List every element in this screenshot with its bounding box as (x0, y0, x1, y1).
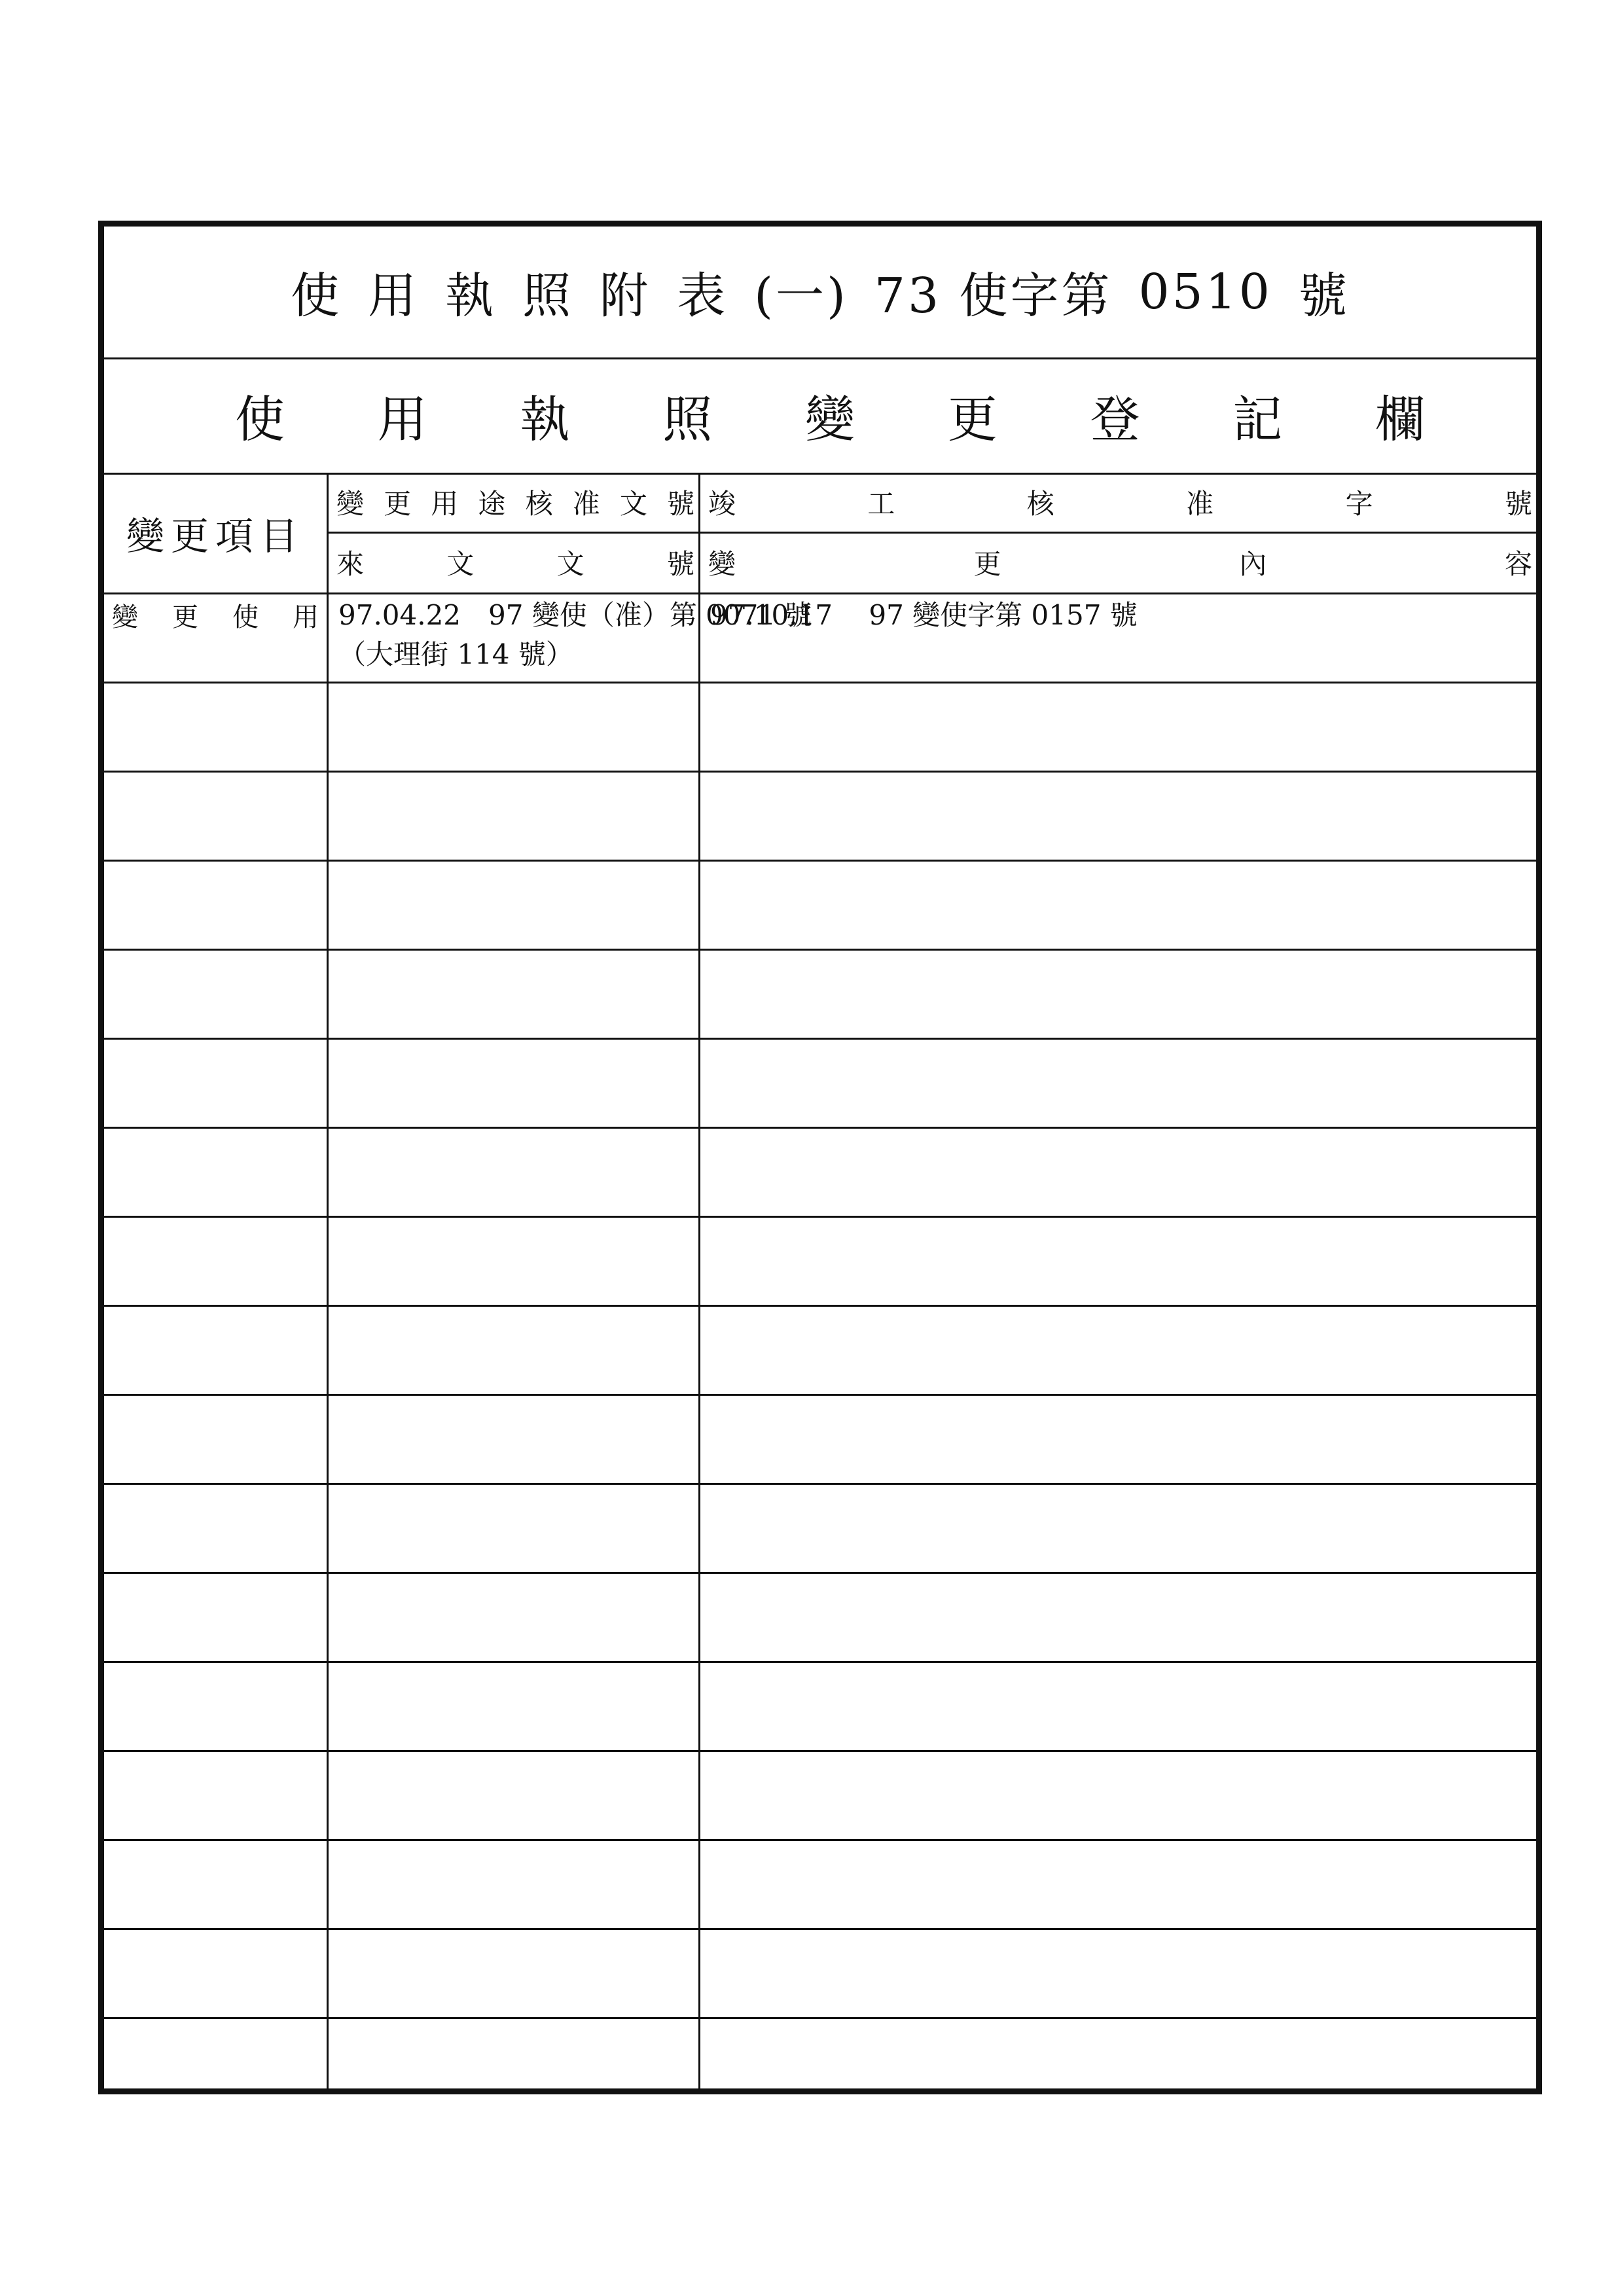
row-divider (104, 1572, 1536, 1574)
row-divider (104, 1038, 1536, 1040)
header-char: 號 (666, 488, 694, 520)
row-address-note: （大理街 114 號） (338, 638, 573, 670)
column-divider (327, 473, 329, 2088)
subtitle-char: 照 (662, 390, 713, 448)
title-char: 表 (677, 268, 728, 324)
header-approval-doc-number (329, 473, 698, 532)
form-title (104, 227, 1536, 357)
form-subtitle (104, 357, 1536, 473)
header-char: 准 (1186, 488, 1214, 520)
header-char: 竣 (708, 488, 736, 520)
header-char: 文 (446, 547, 475, 580)
header-char: 文 (619, 488, 647, 520)
row-char: 用 (293, 602, 319, 632)
header-change-content (700, 532, 1536, 592)
header-char: 內 (1239, 547, 1267, 580)
title-permit-prefix: 73 使字第 (874, 268, 1113, 324)
header-completion-approval-number (700, 473, 1536, 532)
column-divider (698, 473, 700, 2088)
title-char: 照 (522, 268, 574, 324)
header-char: 用 (431, 488, 459, 520)
subtitle-char: 記 (1232, 390, 1283, 448)
subtitle-char: 欄 (1375, 390, 1425, 448)
header-incoming-doc-number (329, 532, 698, 592)
row-char: 變 (112, 602, 138, 632)
header-char: 變 (708, 547, 736, 580)
header-char: 途 (478, 488, 506, 520)
row-divider (104, 1394, 1536, 1396)
row-completion-approval-number: 97.10.17 97 變使字第 0157 號 (710, 599, 1138, 631)
row-divider (104, 1928, 1536, 1930)
title-char: 號 (1298, 268, 1350, 324)
header-char: 更 (384, 488, 412, 520)
subtitle-char: 登 (1090, 390, 1140, 448)
title-char: 使 (291, 268, 342, 324)
header-char: 文 (556, 547, 584, 580)
header-char: 更 (973, 547, 1001, 580)
row-char: 更 (172, 602, 198, 632)
subtitle-char: 更 (947, 390, 998, 448)
row-divider (104, 1216, 1536, 1218)
license-appendix-form (98, 221, 1542, 2094)
title-char: 用 (368, 268, 420, 324)
row-char: 使 (232, 602, 259, 632)
header-char: 字 (1345, 488, 1373, 520)
row-divider (104, 682, 1536, 683)
row-change-item (104, 592, 327, 634)
header-char: 號 (666, 547, 694, 580)
subtitle-char: 變 (805, 390, 855, 448)
header-change-item: 變更項目 (126, 513, 304, 558)
row-divider (104, 949, 1536, 951)
header-char: 容 (1504, 547, 1532, 580)
divider (329, 532, 1536, 534)
row-approval-doc-number: 97.04.22 97 變使（准）第 0071 號 (338, 599, 812, 631)
header-char: 工 (867, 488, 895, 520)
row-divider (104, 860, 1536, 862)
header-char: 號 (1504, 488, 1532, 520)
row-divider (104, 1305, 1536, 1307)
title-char: 附 (600, 268, 651, 324)
row-divider (104, 1750, 1536, 1752)
row-divider (104, 1661, 1536, 1663)
header-char: 核 (1026, 488, 1054, 520)
title-permit-number: 0510 (1138, 264, 1272, 320)
header-char: 准 (572, 488, 600, 520)
header-char: 核 (525, 488, 553, 520)
row-divider (104, 771, 1536, 773)
header-char: 來 (336, 547, 365, 580)
subtitle-char: 使 (235, 390, 285, 448)
title-char: (一) (754, 268, 848, 324)
row-divider (104, 1483, 1536, 1485)
row-divider (104, 1127, 1536, 1129)
subtitle-char: 用 (377, 390, 427, 448)
row-divider (104, 2017, 1536, 2019)
subtitle-char: 執 (520, 390, 570, 448)
header-char: 變 (336, 488, 365, 520)
title-char: 執 (445, 268, 497, 324)
row-divider (104, 1839, 1536, 1841)
